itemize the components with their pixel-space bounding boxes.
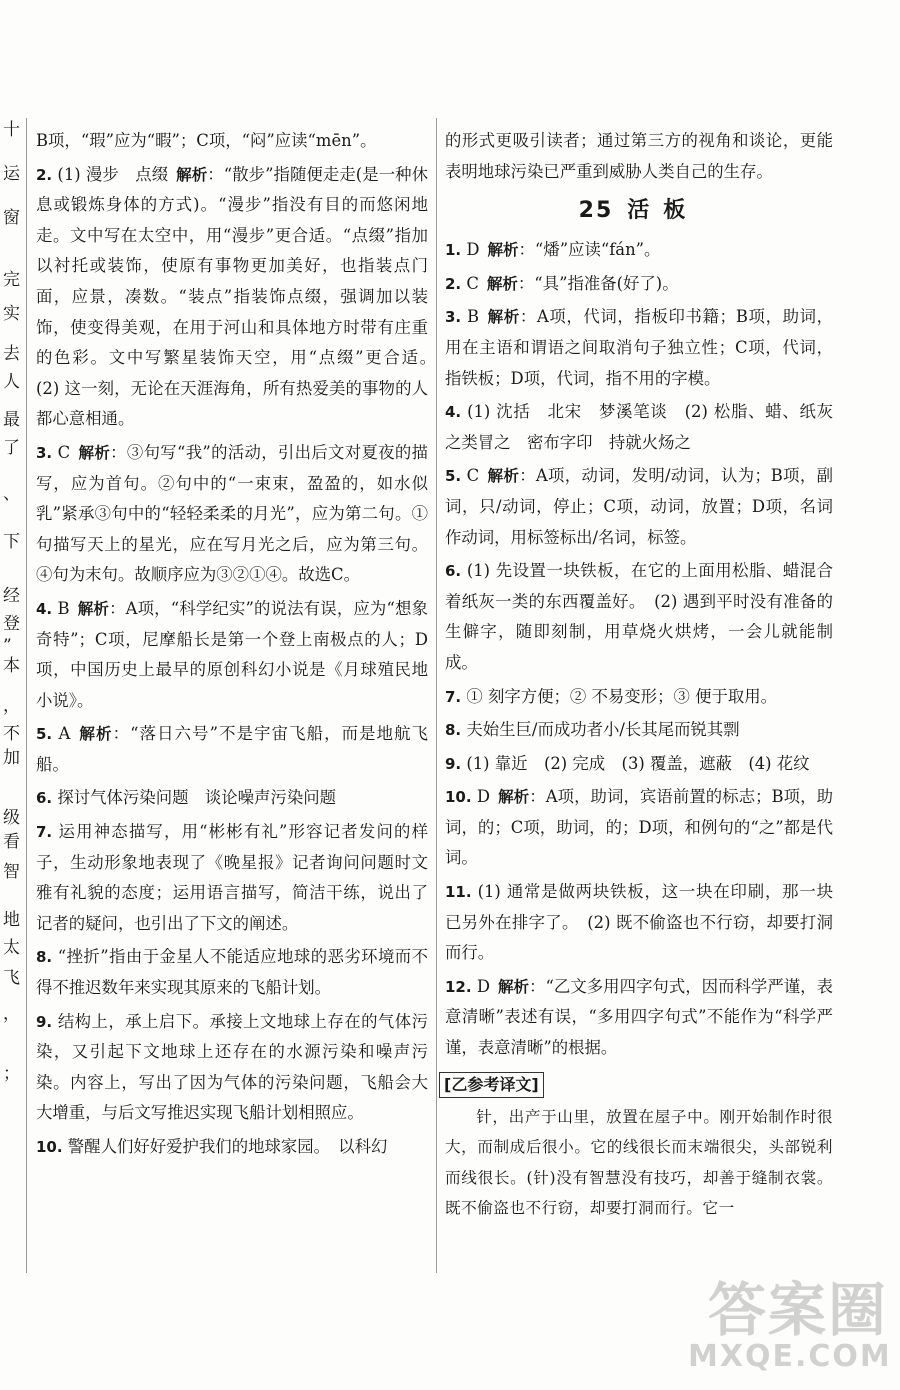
answer-item bbox=[36, 126, 428, 157]
strip-char: 最 bbox=[3, 410, 20, 430]
answer-text: ：“落日六号”不是宇宙飞船，而是地航飞船。 bbox=[36, 724, 428, 774]
answer-item bbox=[36, 160, 445, 435]
column-divider-middle bbox=[436, 118, 437, 1273]
answer-text: ：③句写“我”的活动，引出后文对夏夜的描写，应为首句。②句中的“一束束，盈盈的，如水似乳”紧承③句中的“轻轻柔柔的月光”，应为第二句。①句描写天上的星光，应在写月光之后，应为第三句。④句为末句。故顺序应为③②①④。故选C。 bbox=[36, 442, 428, 585]
question-number: 10. bbox=[36, 1138, 63, 1156]
answer-item bbox=[36, 1132, 428, 1163]
question-number: 11. bbox=[445, 883, 472, 902]
question-number: 9. bbox=[36, 1012, 53, 1031]
strip-char: 地 bbox=[3, 910, 20, 930]
watermark-url: MXQE.COM bbox=[688, 1339, 892, 1374]
strip-char: 加 bbox=[3, 748, 20, 768]
explanation-label: 解析 bbox=[498, 788, 530, 807]
explanation-label: 解析 bbox=[497, 977, 530, 996]
explanation-label: 解析 bbox=[486, 274, 518, 293]
translation-text: 针，出产于山里，放置在屋子中。刚开始制作时很大，而制成后很小。它的线很长而末端很尖，头部锐利而线很长。(针)没有智慧没有技巧，却善于缝制衣裳。既不偷盗也不行窃，却要打洞而行。它一 bbox=[445, 1107, 833, 1218]
strip-char: 实 bbox=[3, 304, 20, 324]
answer-text: (1) 通常是做两块铁板，这一块在印刷，那一块已另外在排字了。 (2) 既不偷盗也不行窃，却要打洞而行。 bbox=[445, 882, 833, 963]
right-answer-list bbox=[445, 235, 833, 1063]
strip-char: 太 bbox=[3, 938, 20, 958]
answer-text: (1) 靠近 (2) 完成 (3) 覆盖，遮蔽 (4) 花纹 bbox=[466, 753, 810, 773]
answer-text: ：A项，代词，指板印书籍；B项，助词，用在主语和谓语之间取消句子独立性；C项，代词，指铁板；D项，代词，指不用的字模。 bbox=[445, 307, 833, 388]
strip-char: ， bbox=[3, 696, 20, 716]
answer-item bbox=[445, 235, 833, 266]
question-number: 9. bbox=[445, 754, 462, 773]
strip-char: 完 bbox=[3, 270, 20, 290]
strip-char: ， bbox=[3, 1004, 20, 1024]
strip-char: 飞 bbox=[3, 968, 20, 988]
answer-item bbox=[36, 817, 428, 939]
question-number: 7. bbox=[445, 687, 462, 706]
question-number: 5. bbox=[36, 725, 53, 744]
answer-choice: (1) 漫步 点缀 bbox=[57, 164, 169, 184]
translation-label: [乙参考译文] bbox=[439, 1072, 544, 1098]
answer-text: ：“燔”应读“fán”。 bbox=[518, 240, 661, 260]
strip-char: 去 bbox=[3, 344, 20, 364]
answer-text: 警醒人们好好爱护我们的地球家园。 以科幻 bbox=[67, 1137, 388, 1156]
strip-char: 窗 bbox=[3, 208, 20, 228]
answer-item bbox=[445, 749, 833, 780]
question-number: 1. bbox=[445, 241, 462, 260]
answer-text: (1) 先设置一块铁板，在它的上面用松脂、蜡混合着纸灰一类的东西覆盖好。 (2) 遇到平时没有准备的生僻字，随即刻制，用草烧火烘烤，一会儿就能制成。 bbox=[445, 561, 833, 672]
answer-item bbox=[445, 715, 833, 746]
question-number: 2. bbox=[36, 165, 53, 184]
explanation-label: 解析 bbox=[77, 599, 110, 618]
strip-char: ” bbox=[3, 636, 12, 656]
question-number: 7. bbox=[36, 823, 53, 842]
strip-char: 运 bbox=[3, 164, 20, 184]
strip-char: 人 bbox=[3, 372, 20, 392]
answer-item bbox=[445, 397, 833, 458]
answer-choice: D bbox=[466, 240, 480, 260]
translation-label-text: 乙参考译文 bbox=[451, 1074, 532, 1094]
answer-item bbox=[445, 302, 833, 394]
left-column bbox=[36, 126, 445, 1163]
strip-char: 智 bbox=[3, 862, 20, 882]
watermark-logo-text: 答案圈 bbox=[707, 1276, 888, 1344]
question-number: 10. bbox=[445, 788, 472, 807]
answer-text: ：“具”指准备(好了)。 bbox=[517, 273, 679, 293]
answer-text: ：“乙文多用四字句式，因而科学严谨，表意清晰”表述有误，“多用四字句式”不能作为“科学严谨，表意清晰”的根据。 bbox=[445, 976, 833, 1058]
question-number: 4. bbox=[36, 599, 53, 618]
answer-text: 夫始生巨/而成功者小/长其尾而锐其剽 bbox=[466, 720, 740, 740]
answer-text: 结构上，承上启下。承接上文地球上存在的气体污染，又引起下文地球上还存在的水源污染和噪声污染。内容上，写出了因为气体的污染问题，飞船会大大增重，与后文写推迟实现飞船计划相照应。 bbox=[36, 1011, 428, 1123]
translation-block bbox=[445, 1064, 833, 1224]
explanation-label: 解析 bbox=[487, 467, 520, 486]
strip-char: 本 bbox=[3, 656, 20, 676]
answer-text: ：A项，“科学纪实”的说法有误，应为“想象奇特”；C项，尼摩船长是第一个登上南极点的人；D项，中国历史上最早的原创科幻小说是《月球殖民地小说》。 bbox=[36, 598, 428, 710]
section-number: 25 bbox=[578, 198, 614, 224]
strip-char: 下 bbox=[3, 532, 20, 552]
answer-choice: B bbox=[466, 307, 480, 327]
section-name: 活板 bbox=[627, 198, 700, 224]
answer-item bbox=[36, 942, 428, 1003]
answer-text: 探讨气体污染问题 谈论噪声污染问题 bbox=[57, 788, 336, 808]
answer-text: ：“散步”指随便走走(是一种休息或锻炼身体的方式)。“漫步”指没有目的而悠闲地走。文中写在太空中，用“漫步”更合适。“点缀”指加以衬托或装饰，使原有事物更加美好，也指装点门面，应景，凑数。“装点”指装饰点缀，强调加以装饰，使变得美观，在用于河山和具体地方时带有庄重的色彩。文中写繁星装饰天空，用“点缀”更合适。 (2) 这一刻，无论在天涯海角，所有热爱美的事物的人都心意相通。 bbox=[36, 164, 445, 429]
strip-char: 经 bbox=[3, 586, 20, 606]
answer-item bbox=[445, 877, 833, 969]
explanation-label: 解析 bbox=[487, 241, 519, 260]
question-number: 3. bbox=[36, 443, 53, 462]
answer-choice: C bbox=[466, 273, 479, 293]
answer-text: (1) 沈括 北宋 梦溪笔谈 (2) 松脂、蜡、纸灰之类冒之 密布字印 持就火炀之 bbox=[445, 402, 833, 452]
strip-char: 了 bbox=[3, 438, 20, 458]
answer-item bbox=[36, 594, 428, 716]
answer-item bbox=[445, 461, 833, 553]
question-number: 8. bbox=[445, 721, 462, 740]
answer-choice: D bbox=[476, 787, 491, 807]
question-number: 6. bbox=[36, 789, 53, 808]
answer-choice: C bbox=[466, 466, 480, 486]
answer-text: ：A项，助词，宾语前置的标志；B项，助词，的；C项，助词，的；D项，和例句的“之”都是代词。 bbox=[445, 787, 833, 868]
answer-choice: D bbox=[476, 976, 490, 996]
strip-char: 十 bbox=[3, 120, 20, 140]
question-number: 3. bbox=[445, 308, 462, 327]
right-continuation-text: 的形式更吸引读者；通过第三方的视角和谈论，更能表明地球污染已严重到威胁人类自己的生存。 bbox=[445, 131, 833, 181]
question-number: 4. bbox=[445, 403, 462, 422]
answer-choice: C bbox=[57, 442, 71, 462]
question-number: 6. bbox=[445, 562, 462, 581]
answer-text: ：A项，动词，发明/动词，认为；B项，副词，只/动词，停止；C项，动词，放置；D项，名词作动词，用标签标出/名词，标签。 bbox=[445, 466, 833, 547]
answer-text: B项，“瑕”应为“暇”；C项，“闷”应读“mēn”。 bbox=[36, 131, 377, 150]
answer-item bbox=[36, 719, 428, 780]
strip-char: 登 bbox=[3, 614, 20, 634]
answer-item bbox=[445, 682, 833, 713]
answer-item bbox=[36, 438, 428, 591]
answer-item bbox=[445, 782, 833, 874]
strip-char: 级 bbox=[3, 808, 20, 828]
answer-item bbox=[445, 556, 833, 678]
strip-char: ； bbox=[3, 1064, 20, 1084]
section-title bbox=[445, 193, 833, 229]
answer-text: ① 刻字方便；② 不易变形；③ 便于取用。 bbox=[466, 686, 778, 706]
strip-char: 、 bbox=[3, 484, 20, 504]
explanation-label: 解析 bbox=[176, 165, 208, 184]
column-divider-left bbox=[26, 118, 27, 1273]
watermark bbox=[688, 1276, 892, 1380]
answer-item bbox=[445, 269, 833, 300]
question-number: 5. bbox=[445, 467, 462, 486]
explanation-label: 解析 bbox=[78, 443, 111, 462]
answer-item bbox=[36, 783, 428, 814]
answer-choice: B bbox=[57, 598, 70, 618]
question-number: 2. bbox=[445, 274, 462, 293]
right-column bbox=[445, 126, 833, 1224]
answer-item bbox=[445, 972, 833, 1064]
answer-choice: A bbox=[58, 724, 71, 744]
strip-char: 看 bbox=[3, 832, 20, 852]
question-number: 12. bbox=[445, 977, 472, 996]
answer-text: 运用神态描写，用“彬彬有礼”形容记者发问的样子，生动形象地表现了《晚星报》记者询问问题时文雅有礼貌的态度；运用语言描写，简洁干练，说出了记者的疑问，也引出了下文的阐述。 bbox=[36, 822, 428, 933]
question-number: 8. bbox=[36, 948, 53, 967]
answer-item bbox=[36, 1007, 428, 1129]
answer-text: “挫折”指由于金星人不能适应地球的恶劣环境而不得不推迟数年来实现其原来的飞船计划。 bbox=[36, 947, 428, 998]
explanation-label: 解析 bbox=[487, 308, 520, 327]
explanation-label: 解析 bbox=[78, 725, 113, 744]
strip-char: 不 bbox=[3, 724, 20, 744]
